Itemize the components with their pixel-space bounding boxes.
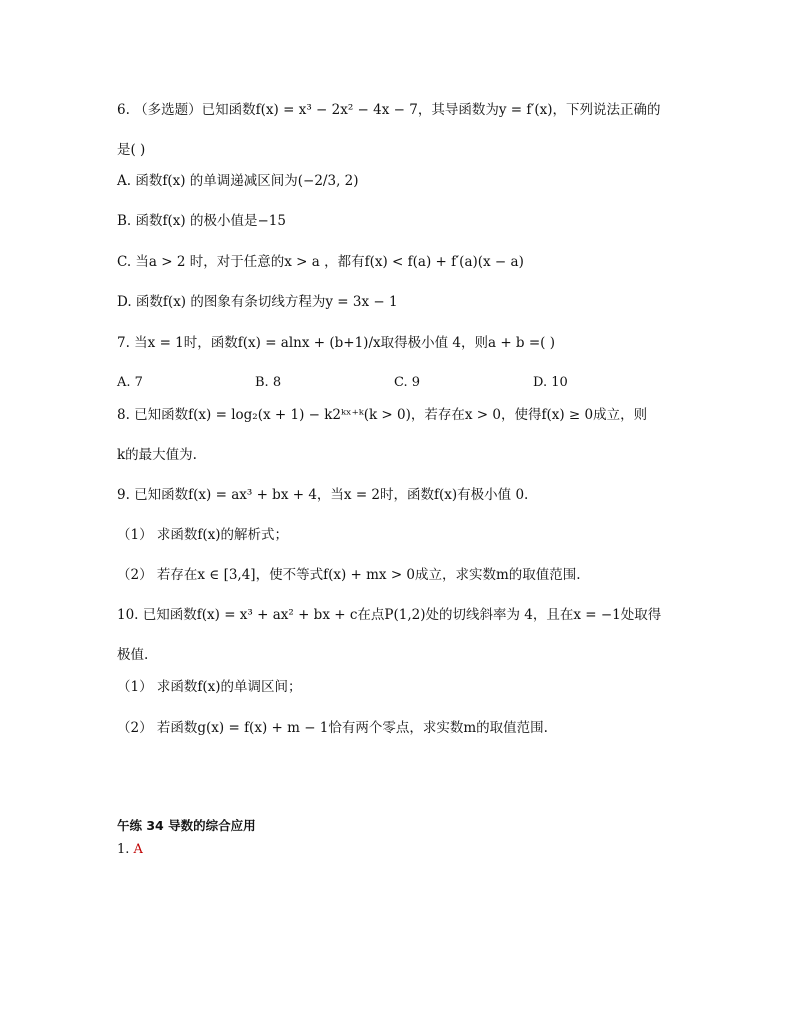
q6-option-a: A. 函数f(x) 的单调递减区间为(−2/3, 2) (117, 173, 359, 189)
answer-item-1-value: A (133, 842, 143, 857)
q7-option-a: A. 7 (117, 375, 143, 390)
q10-stem-line1: 10. 已知函数f(x) = x³ + ax² + bx + c在点P(1,2)处的切线斜率为 4，且在x = −1处取得 (117, 607, 662, 623)
answer-section-title: 午练 34 导数的综合应用 (117, 818, 256, 833)
q6-stem-line1: 6. （多选题）已知函数f(x) = x³ − 2x² − 4x − 7，其导函数为y = f′(x)，下列说法正确的 (117, 102, 661, 118)
q7-option-d: D. 10 (533, 375, 568, 390)
q9-stem: 9. 已知函数f(x) = ax³ + bx + 4，当x = 2时，函数f(x)有极小值 0. (117, 487, 529, 503)
q9-part-1: （1） 求函数f(x)的解析式； (117, 527, 289, 543)
q7-option-b: B. 8 (255, 375, 282, 390)
answer-item-1-number: 1. (117, 842, 130, 857)
q9-part-2: （2） 若存在x ∈ [3,4]，使不等式f(x) + mx > 0成立，求实数m的取值范围. (117, 567, 581, 583)
answer-item-1 (117, 840, 143, 860)
q10-stem-line2: 极值. (117, 647, 149, 663)
q6-option-d: D. 函数f(x) 的图象有条切线方程为y = 3x − 1 (117, 294, 398, 310)
q6-stem-line2: 是( ) (117, 142, 146, 158)
q7-stem: 7. 当x = 1时，函数f(x) = alnx + (b+1)/x取得极小值 4，则a + b =( ) (117, 335, 556, 351)
q10-part-1: （1） 求函数f(x)的单调区间； (117, 679, 302, 695)
q8-stem-line1: 8. 已知函数f(x) = log₂(x + 1) − k2ᵏˣ⁺ᵏ(k > 0)，若存在x > 0，使得f(x) ≥ 0成立，则 (117, 407, 648, 423)
q7-option-c: C. 9 (394, 375, 421, 390)
q10-part-2: （2） 若函数g(x) = f(x) + m − 1恰有两个零点，求实数m的取值范围. (117, 720, 548, 736)
q8-stem-line2: k的最大值为. (117, 447, 197, 463)
q6-option-c: C. 当a > 2 时，对于任意的x > a ，都有f(x) < f(a) + f′(a)(x − a) (117, 254, 524, 270)
q6-option-b: B. 函数f(x) 的极小值是−15 (117, 213, 286, 229)
